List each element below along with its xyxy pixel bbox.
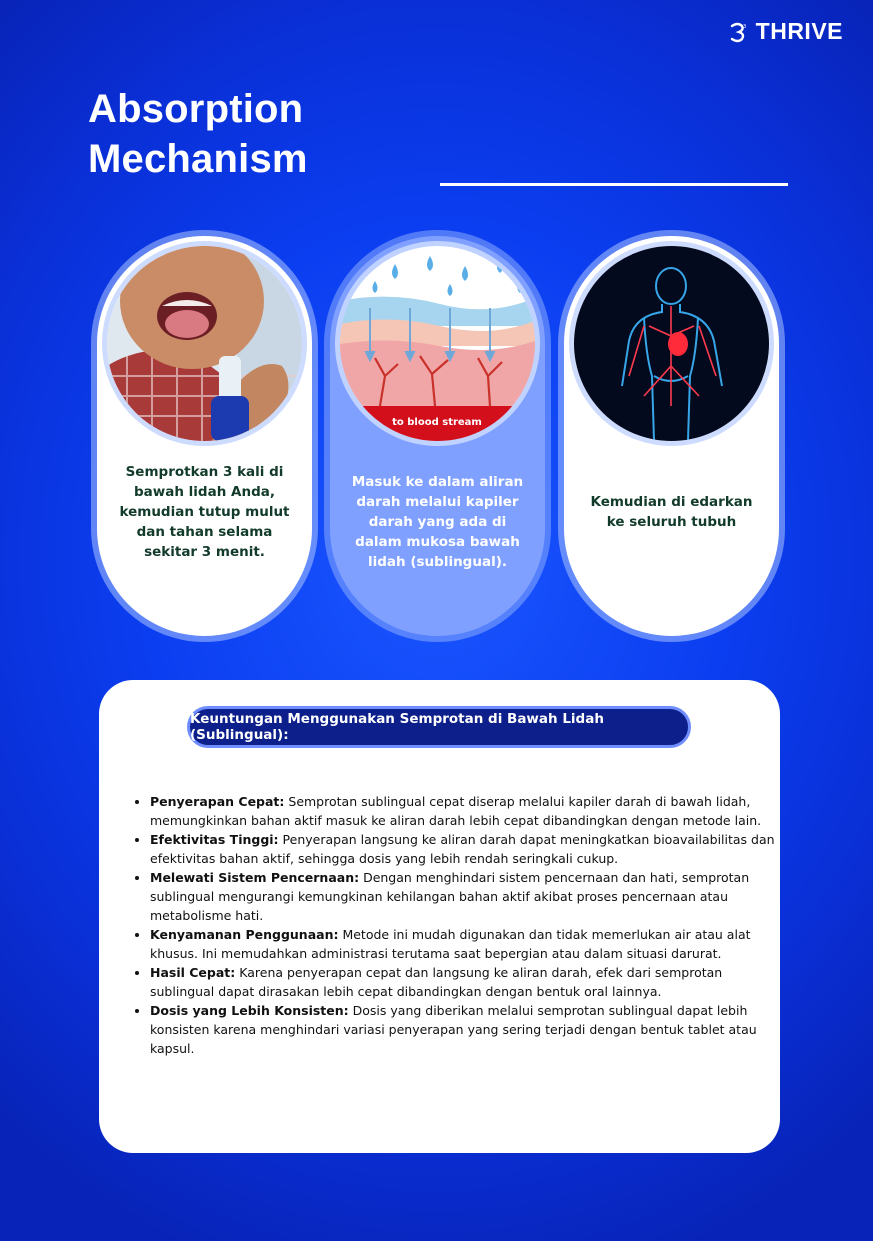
benefit-desc: Semprotan sublingual cepat diserap melalui kapiler darah di bawah lidah, memungkinkan bahan aktif masuk ke aliran darah lebih cepat dibandingkan dengan metode lain.: [150, 794, 762, 828]
title-divider: [440, 183, 788, 186]
step-3-text: Kemudian di edarkan ke seluruh tubuh: [590, 494, 753, 530]
brand-name: THRIVE: [755, 18, 843, 44]
list-item: [150, 963, 780, 1001]
benefit-desc: Metode ini mudah digunakan dan tidak memerlukan air atau alat khusus. Ini memudahkan administrasi terutama saat bepergian atau dalam situasi darurat.: [150, 927, 751, 961]
benefit-desc: Dosis yang diberikan melalui semprotan sublingual dapat lebih konsisten karena menghindari variasi penyerapan yang sering terjadi dengan bentuk tablet atau kapsul.: [150, 1003, 757, 1056]
list-item: [150, 792, 780, 830]
benefit-term: Kenyamanan Penggunaan:: [150, 927, 339, 942]
benefit-term: Dosis yang Lebih Konsisten:: [150, 1003, 349, 1018]
body-circulation-illustration: [574, 246, 769, 441]
page-title: [88, 84, 308, 184]
list-item: [150, 1001, 780, 1058]
benefit-desc: Karena penyerapan cepat dan langsung ke aliran darah, efek dari semprotan sublingual dapat dirasakan lebih cepat dibandingkan dengan bentuk oral lainnya.: [150, 965, 723, 999]
benefit-term: Melewati Sistem Pencernaan:: [150, 870, 360, 885]
list-item: [150, 830, 780, 868]
mucosa-absorption-diagram: [340, 246, 535, 441]
step-card-circulation: [564, 236, 779, 636]
page-title-line2: Mechanism: [88, 137, 308, 181]
step-2-text: Masuk ke dalam aliran darah melalui kapiler darah yang ada di dalam mukosa bawah lidah (sublingual).: [351, 474, 524, 570]
mouth-spray-photo: [107, 246, 302, 441]
list-item: [150, 925, 780, 963]
brand: [728, 18, 843, 45]
benefits-list: [127, 792, 780, 1058]
step-1-text: Semprotkan 3 kali di bawah lidah Anda, kemudian tutup mulut dan tahan selama sekitar 3 menit.: [119, 464, 290, 560]
thrive-logo-icon: [728, 21, 748, 43]
benefit-term: Efektivitas Tinggi:: [150, 832, 279, 847]
step-card-absorption: [330, 236, 545, 636]
benefit-desc: Dengan menghindari sistem pencernaan dan hati, semprotan sublingual mengurangi kemungkinan kehilangan bahan aktif akibat proses pencernaan atau metabolisme hati.: [150, 870, 750, 923]
step-card-spray: [97, 236, 312, 636]
logo-superscript: 3: [742, 23, 746, 30]
blood-stream-label: to blood stream: [392, 417, 482, 428]
benefits-heading: Keuntungan Menggunakan Semprotan di Bawah Lidah (Sublingual):: [187, 706, 691, 748]
benefit-desc: Penyerapan langsung ke aliran darah dapat meningkatkan bioavailabilitas dan efektivitas bahan aktif, sehingga dosis yang lebih rendah seringkali cukup.: [150, 832, 775, 866]
benefit-term: Hasil Cepat:: [150, 965, 236, 980]
benefits-panel: [99, 680, 780, 1153]
page-title-line1: Absorption: [88, 87, 304, 131]
list-item: [150, 868, 780, 925]
benefit-term: Penyerapan Cepat:: [150, 794, 285, 809]
